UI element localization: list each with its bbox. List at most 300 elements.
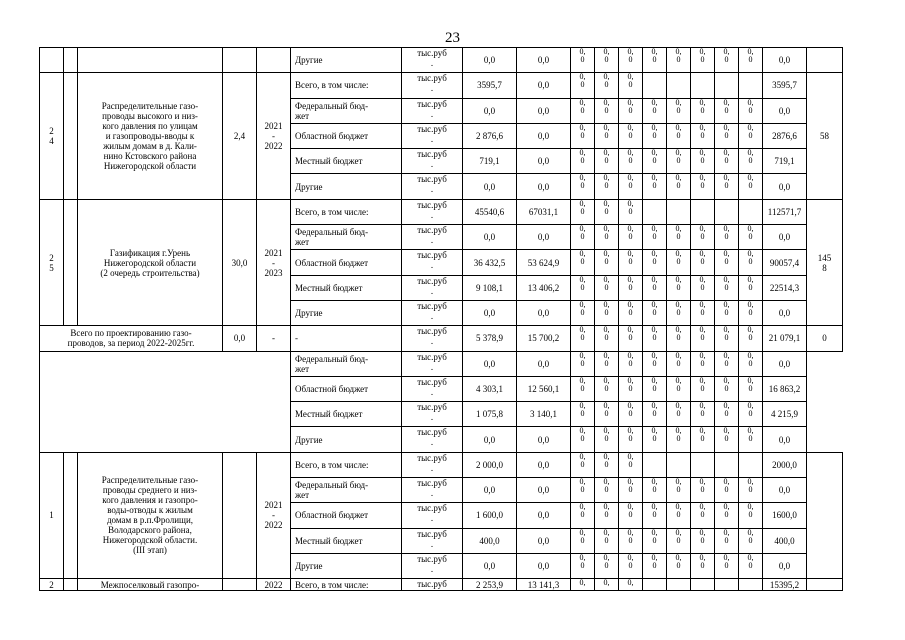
total-cell: 16 863,2 [763, 376, 807, 401]
year-value-cell: 0, 0 [619, 326, 643, 351]
total-cell: 0,0 [763, 300, 807, 325]
total-cell: 15395,2 [763, 579, 807, 591]
length-cell [223, 579, 257, 591]
value-2021: 4 303,1 [463, 376, 517, 401]
years-cell [257, 48, 291, 73]
value-2021: 0,0 [463, 174, 517, 199]
unit-cell: тыс.руб . [402, 275, 463, 300]
year-value-cell: 0, 0 [571, 326, 595, 351]
total-cell: 0,0 [763, 48, 807, 73]
year-value-cell: 0, 0 [691, 351, 715, 376]
year-value-cell: 0, 0 [595, 250, 619, 275]
year-value-cell: 0, 0 [667, 528, 691, 553]
total-cell: 719,1 [763, 149, 807, 174]
row-number: 2 4 [40, 73, 64, 199]
value-2021: 45540,6 [463, 199, 517, 224]
year-value-cell: 0, 0 [739, 98, 763, 123]
year-value-cell: 0, 0 [619, 503, 643, 528]
year-value-cell: 0, 0 [667, 427, 691, 452]
year-value-cell: 0, 0 [571, 503, 595, 528]
source-cell: Другие [291, 300, 402, 325]
value-2022: 53 624,9 [517, 250, 571, 275]
year-value-cell: 0, 0 [619, 98, 643, 123]
year-value-cell: 0, 0 [715, 351, 739, 376]
year-value-cell [715, 452, 739, 477]
object-name: Газификация г.Урень Нижегородской области (2 очередь строительства) [78, 199, 223, 325]
year-value-cell: 0, 0 [667, 123, 691, 148]
length-cell [223, 48, 257, 73]
year-value-cell: 0, 0 [595, 503, 619, 528]
year-value-cell: 0, 0 [571, 478, 595, 503]
year-value-cell: 0, 0 [595, 351, 619, 376]
year-value-cell: 0, 0 [715, 174, 739, 199]
value-2021: 0,0 [463, 478, 517, 503]
year-value-cell: 0, 0 [667, 250, 691, 275]
year-value-cell: 0, 0 [595, 225, 619, 250]
year-value-cell [739, 199, 763, 224]
source-cell: Всего, в том числе: [291, 199, 402, 224]
year-value-cell: 0, 0 [571, 123, 595, 148]
extra-cell: 58 [807, 73, 843, 199]
object-name [78, 48, 223, 73]
value-2022: 0,0 [517, 427, 571, 452]
total-cell: 4 215,9 [763, 402, 807, 427]
table-row [40, 48, 843, 73]
source-cell: Федеральный бюд- жет [291, 478, 402, 503]
year-value-cell: 0, 0 [595, 48, 619, 73]
source-cell: Местный бюджет [291, 528, 402, 553]
unit-cell: тыс.руб . [402, 402, 463, 427]
year-value-cell: 0, 0 [691, 478, 715, 503]
year-value-cell: 0, 0 [643, 553, 667, 578]
unit-cell: тыс.руб . [402, 553, 463, 578]
value-2022: 0,0 [517, 123, 571, 148]
year-value-cell: 0, 0 [643, 478, 667, 503]
year-value-cell: 0, 0 [715, 225, 739, 250]
year-value-cell: 0, 0 [619, 452, 643, 477]
total-cell: 0,0 [763, 351, 807, 376]
year-value-cell: 0, 0 [571, 376, 595, 401]
year-value-cell: 0, 0 [619, 174, 643, 199]
year-value-cell: 0, 0 [595, 478, 619, 503]
year-value-cell: 0, 0 [643, 48, 667, 73]
year-value-cell: 0, 0 [643, 123, 667, 148]
year-value-cell: 0, 0 [739, 48, 763, 73]
year-value-cell: 0, [595, 579, 619, 591]
value-2021: 400,0 [463, 528, 517, 553]
source-cell: Всего, в том числе: [291, 452, 402, 477]
year-value-cell [691, 199, 715, 224]
year-value-cell: 0, 0 [595, 199, 619, 224]
year-value-cell: 0, 0 [667, 275, 691, 300]
value-2021: 1 075,8 [463, 402, 517, 427]
value-2021: 5 378,9 [463, 326, 517, 351]
object-name: Распределительные газо- проводы высокого и низ- кого давления по улицам и газопроводы-вводы к жилым домам в д. Кали- нино Кстовского района Нижегородской области [78, 73, 223, 199]
source-cell: Областной бюджет [291, 503, 402, 528]
total-cell: 0,0 [763, 174, 807, 199]
year-value-cell: 0, 0 [619, 275, 643, 300]
year-value-cell: 0, 0 [715, 503, 739, 528]
value-2021: 0,0 [463, 225, 517, 250]
year-value-cell: 0, [619, 579, 643, 591]
year-value-cell: 0, 0 [571, 553, 595, 578]
length-cell: 30,0 [223, 199, 257, 325]
year-value-cell: 0, 0 [739, 225, 763, 250]
unit-cell: тыс.руб . [402, 149, 463, 174]
year-value-cell: 0, 0 [595, 300, 619, 325]
year-value-cell: 0, 0 [739, 149, 763, 174]
length-cell: 0,0 [223, 326, 257, 351]
value-2022: 0,0 [517, 98, 571, 123]
value-2022: 0,0 [517, 174, 571, 199]
source-cell: Федеральный бюд- жет [291, 351, 402, 376]
year-value-cell: 0, 0 [643, 174, 667, 199]
year-value-cell: 0, 0 [643, 528, 667, 553]
total-cell: 21 079,1 [763, 326, 807, 351]
year-value-cell: 0, 0 [667, 402, 691, 427]
year-value-cell: 0, 0 [691, 275, 715, 300]
blank-merged-cell [40, 351, 291, 452]
unit-cell: тыс.руб . [402, 225, 463, 250]
source-cell: Областной бюджет [291, 123, 402, 148]
year-value-cell: 0, 0 [595, 326, 619, 351]
year-value-cell: 0, 0 [739, 300, 763, 325]
year-value-cell: 0, 0 [667, 376, 691, 401]
value-2021: 0,0 [463, 351, 517, 376]
value-2021: 0,0 [463, 553, 517, 578]
unit-cell: тыс.руб . [402, 478, 463, 503]
year-value-cell: 0, 0 [571, 300, 595, 325]
unit-cell: тыс.руб . [402, 73, 463, 98]
year-value-cell: 0, 0 [667, 48, 691, 73]
year-value-cell: 0, 0 [715, 48, 739, 73]
unit-cell: тыс.руб . [402, 250, 463, 275]
value-2022: 12 560,1 [517, 376, 571, 401]
value-2021: 0,0 [463, 427, 517, 452]
value-2022: 0,0 [517, 503, 571, 528]
year-value-cell: 0, 0 [739, 553, 763, 578]
value-2021: 0,0 [463, 300, 517, 325]
year-value-cell: 0, 0 [643, 300, 667, 325]
year-value-cell: 0, 0 [571, 528, 595, 553]
unit-cell: тыс.руб . [402, 174, 463, 199]
year-value-cell: 0, 0 [571, 149, 595, 174]
year-value-cell: 0, 0 [667, 98, 691, 123]
value-2022: 0,0 [517, 225, 571, 250]
source-cell: Другие [291, 427, 402, 452]
year-value-cell: 0, 0 [667, 174, 691, 199]
year-value-cell [643, 73, 667, 98]
year-value-cell: 0, 0 [667, 300, 691, 325]
year-value-cell [643, 452, 667, 477]
year-value-cell: 0, 0 [739, 123, 763, 148]
year-value-cell: 0, 0 [715, 402, 739, 427]
value-2021: 2 876,6 [463, 123, 517, 148]
year-value-cell: 0, 0 [691, 376, 715, 401]
year-value-cell: 0, 0 [739, 326, 763, 351]
total-cell: 3595,7 [763, 73, 807, 98]
year-value-cell [739, 579, 763, 591]
years-cell: 2021 - 2022 [257, 452, 291, 578]
year-value-cell: 0, 0 [595, 98, 619, 123]
year-value-cell: 0, 0 [571, 275, 595, 300]
year-value-cell [667, 73, 691, 98]
year-value-cell: 0, 0 [667, 149, 691, 174]
year-value-cell [691, 73, 715, 98]
extra-cell [807, 48, 843, 73]
year-value-cell: 0, 0 [643, 427, 667, 452]
row-number: 2 [40, 579, 64, 591]
year-value-cell: 0, 0 [691, 553, 715, 578]
year-value-cell: 0, [571, 579, 595, 591]
value-2021: 719,1 [463, 149, 517, 174]
year-value-cell: 0, 0 [715, 98, 739, 123]
source-cell: Федеральный бюд- жет [291, 225, 402, 250]
extra-cell: 145 8 [807, 199, 843, 325]
empty-cell [64, 199, 78, 325]
source-cell: Всего, в том числе: [291, 73, 402, 98]
total-cell: 0,0 [763, 427, 807, 452]
year-value-cell: 0, 0 [739, 503, 763, 528]
year-value-cell: 0, 0 [667, 225, 691, 250]
value-2022: 0,0 [517, 528, 571, 553]
row-number: 2 5 [40, 199, 64, 325]
year-value-cell: 0, 0 [715, 553, 739, 578]
year-value-cell: 0, 0 [715, 326, 739, 351]
year-value-cell: 0, 0 [595, 402, 619, 427]
unit-cell: тыс.руб . [402, 98, 463, 123]
value-2022: 0,0 [517, 300, 571, 325]
year-value-cell: 0, 0 [619, 478, 643, 503]
year-value-cell: 0, 0 [715, 250, 739, 275]
year-value-cell: 0, 0 [691, 250, 715, 275]
value-2022: 67031,1 [517, 199, 571, 224]
source-cell: Местный бюджет [291, 149, 402, 174]
year-value-cell: 0, 0 [691, 528, 715, 553]
value-2022: 0,0 [517, 478, 571, 503]
value-2021: 2 000,0 [463, 452, 517, 477]
object-name: Распределительные газо- проводы среднего и низ- кого давления и газопро- воды-отводы к жилым домам в р.п.Фролищи, Володарского района, Нижегородской области. (III этап) [78, 452, 223, 578]
value-2022: 13 141,3 [517, 579, 571, 591]
year-value-cell: 0, 0 [595, 73, 619, 98]
year-value-cell: 0, 0 [619, 250, 643, 275]
table-row [40, 73, 843, 98]
value-2021: 36 432,5 [463, 250, 517, 275]
year-value-cell: 0, 0 [619, 427, 643, 452]
total-cell: 0,0 [763, 478, 807, 503]
year-value-cell: 0, 0 [691, 98, 715, 123]
table-row [40, 351, 843, 376]
year-value-cell: 0, 0 [715, 528, 739, 553]
year-value-cell [667, 579, 691, 591]
unit-cell: тыс.руб . [402, 427, 463, 452]
year-value-cell: 0, 0 [739, 402, 763, 427]
year-value-cell [739, 452, 763, 477]
year-value-cell: 0, 0 [619, 528, 643, 553]
value-2021: 2 253,9 [463, 579, 517, 591]
length-cell [223, 452, 257, 578]
empty-cell [64, 579, 78, 591]
year-value-cell: 0, 0 [595, 553, 619, 578]
year-value-cell [691, 579, 715, 591]
value-2022: 15 700,2 [517, 326, 571, 351]
year-value-cell: 0, 0 [739, 351, 763, 376]
year-value-cell: 0, 0 [571, 225, 595, 250]
year-value-cell: 0, 0 [667, 503, 691, 528]
total-cell: 0,0 [763, 225, 807, 250]
page-number: 23 [445, 30, 460, 46]
year-value-cell: 0, 0 [595, 376, 619, 401]
value-2022: 0,0 [517, 553, 571, 578]
year-value-cell: 0, 0 [691, 402, 715, 427]
years-cell: 2022 [257, 579, 291, 591]
unit-cell: тыс.руб . [402, 452, 463, 477]
year-value-cell: 0, 0 [715, 149, 739, 174]
year-value-cell: 0, 0 [571, 199, 595, 224]
year-value-cell: 0, 0 [571, 73, 595, 98]
year-value-cell: 0, 0 [643, 376, 667, 401]
source-cell: Областной бюджет [291, 250, 402, 275]
source-cell: Другие [291, 553, 402, 578]
source-cell: Всего, в том числе: [291, 579, 402, 591]
year-value-cell [667, 452, 691, 477]
year-value-cell: 0, 0 [619, 149, 643, 174]
year-value-cell: 0, 0 [691, 149, 715, 174]
total-cell: 2876,6 [763, 123, 807, 148]
year-value-cell: 0, 0 [619, 553, 643, 578]
total-cell: 90057,4 [763, 250, 807, 275]
value-2021: 3595,7 [463, 73, 517, 98]
unit-cell: тыс.руб . [402, 48, 463, 73]
unit-cell: тыс.руб [402, 579, 463, 591]
year-value-cell: 0, 0 [595, 123, 619, 148]
total-cell: 1600,0 [763, 503, 807, 528]
year-value-cell: 0, 0 [595, 528, 619, 553]
year-value-cell: 0, 0 [595, 275, 619, 300]
value-2021: 0,0 [463, 98, 517, 123]
year-value-cell: 0, 0 [619, 300, 643, 325]
year-value-cell: 0, 0 [619, 351, 643, 376]
source-cell: Областной бюджет [291, 376, 402, 401]
year-value-cell: 0, 0 [715, 275, 739, 300]
year-value-cell: 0, 0 [571, 174, 595, 199]
year-value-cell: 0, 0 [619, 376, 643, 401]
year-value-cell: 0, 0 [571, 351, 595, 376]
year-value-cell: 0, 0 [619, 199, 643, 224]
empty-cell [64, 48, 78, 73]
value-2022: 0,0 [517, 73, 571, 98]
year-value-cell: 0, 0 [715, 427, 739, 452]
year-value-cell: 0, 0 [595, 452, 619, 477]
year-value-cell: 0, 0 [619, 73, 643, 98]
year-value-cell: 0, 0 [619, 402, 643, 427]
budget-table [39, 47, 843, 591]
year-value-cell: 0, 0 [691, 326, 715, 351]
year-value-cell: 0, 0 [643, 225, 667, 250]
year-value-cell: 0, 0 [595, 174, 619, 199]
year-value-cell: 0, 0 [571, 452, 595, 477]
source-cell: Другие [291, 174, 402, 199]
years-cell: 2021 - 2022 [257, 73, 291, 199]
year-value-cell [739, 73, 763, 98]
year-value-cell: 0, 0 [643, 326, 667, 351]
unit-cell: тыс.руб . [402, 503, 463, 528]
year-value-cell: 0, 0 [571, 427, 595, 452]
table-row [40, 326, 843, 351]
value-2022: 0,0 [517, 149, 571, 174]
year-value-cell: 0, 0 [691, 300, 715, 325]
year-value-cell: 0, 0 [643, 402, 667, 427]
year-value-cell: 0, 0 [691, 225, 715, 250]
unit-cell: тыс.руб . [402, 123, 463, 148]
year-value-cell: 0, 0 [667, 478, 691, 503]
year-value-cell: 0, 0 [643, 503, 667, 528]
year-value-cell: 0, 0 [691, 174, 715, 199]
year-value-cell: 0, 0 [595, 427, 619, 452]
length-cell: 2,4 [223, 73, 257, 199]
unit-cell: тыс.руб . [402, 528, 463, 553]
value-2022: 0,0 [517, 452, 571, 477]
value-2021: 0,0 [463, 48, 517, 73]
year-value-cell [643, 199, 667, 224]
year-value-cell [643, 579, 667, 591]
year-value-cell: 0, 0 [715, 376, 739, 401]
value-2022: 0,0 [517, 48, 571, 73]
year-value-cell: 0, 0 [691, 48, 715, 73]
year-value-cell: 0, 0 [571, 250, 595, 275]
empty-cell [64, 73, 78, 199]
year-value-cell: 0, 0 [739, 427, 763, 452]
years-cell: 2021 - 2023 [257, 199, 291, 325]
year-value-cell: 0, 0 [739, 275, 763, 300]
year-value-cell: 0, 0 [739, 478, 763, 503]
row-number [40, 48, 64, 73]
year-value-cell [715, 73, 739, 98]
year-value-cell: 0, 0 [715, 123, 739, 148]
value-2021: 9 108,1 [463, 275, 517, 300]
year-value-cell: 0, 0 [691, 123, 715, 148]
year-value-cell: 0, 0 [643, 275, 667, 300]
object-name: Межпоселковый газопро- [78, 579, 223, 591]
year-value-cell: 0, 0 [619, 225, 643, 250]
empty-cell [64, 452, 78, 578]
unit-cell: тыс.руб . [402, 376, 463, 401]
total-cell: 22514,3 [763, 275, 807, 300]
total-cell: 2000,0 [763, 452, 807, 477]
unit-cell: тыс.руб . [402, 351, 463, 376]
year-value-cell: 0, 0 [715, 300, 739, 325]
total-cell: 400,0 [763, 528, 807, 553]
year-value-cell: 0, 0 [643, 351, 667, 376]
year-value-cell [667, 199, 691, 224]
year-value-cell: 0, 0 [643, 250, 667, 275]
year-value-cell: 0, 0 [667, 326, 691, 351]
year-value-cell: 0, 0 [595, 149, 619, 174]
year-value-cell: 0, 0 [619, 123, 643, 148]
unit-cell: тыс.руб . [402, 326, 463, 351]
source-cell: - [291, 326, 402, 351]
extra-cell: 0 [807, 326, 843, 351]
year-value-cell: 0, 0 [691, 503, 715, 528]
extra-cell [807, 452, 843, 578]
year-value-cell: 0, 0 [715, 478, 739, 503]
value-2021: 1 600,0 [463, 503, 517, 528]
source-cell: Местный бюджет [291, 402, 402, 427]
year-value-cell: 0, 0 [571, 402, 595, 427]
value-2022: 13 406,2 [517, 275, 571, 300]
source-cell: Другие [291, 48, 402, 73]
total-cell: 0,0 [763, 553, 807, 578]
